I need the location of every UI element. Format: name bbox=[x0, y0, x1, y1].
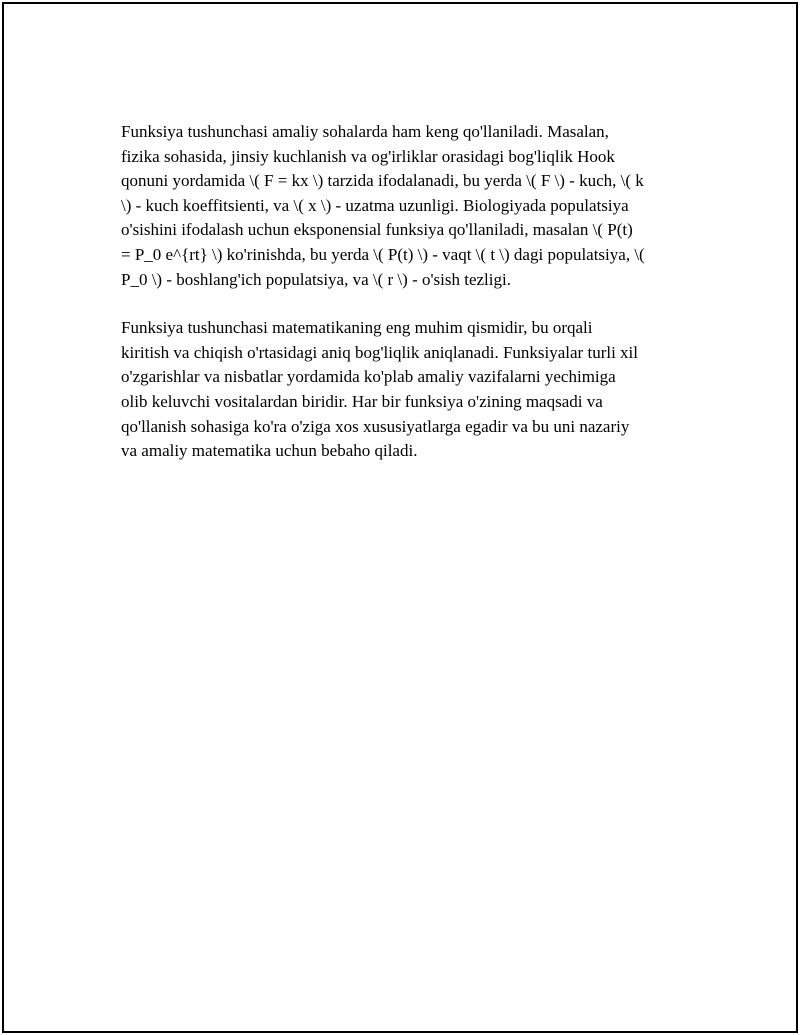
paragraph-definition: Funksiya tushunchasi matematikaning eng muhim qismidir, bu orqali kiritish va chiqish o'rtasidagi aniq bog'liqlik aniqlanadi. Funksiyalar turli xil o'zgarishlar va nisbatlar yordamida ko'plab amaliy vazifalarni yechimiga olib keluvchi vositalardan biridir. Har bir funksiya o'zining maqsadi va qo'llanish sohasiga ko'ra o'ziga xos xususiyatlarga egadir va bu uni nazariy va amaliy matematika uchun bebaho qiladi. bbox=[121, 318, 638, 461]
page-frame bbox=[2, 2, 798, 1033]
paragraph-applications: Funksiya tushunchasi amaliy sohalarda ham keng qo'llaniladi. Masalan, fizika sohasida, jinsiy kuchlanish va og'irliklar orasidagi bog'liqlik Hook qonuni yordamida \( F = kx \) tarzida ifodalanadi, bu yerda \( F \) - kuch, \( k \) - kuch koeffitsienti, va \( x \) - uzatma uzunligi. Biologiyada populatsiya o'sishini ifodalash uchun eksponensial funksiya qo'llaniladi, masalan \( P(t) = P_0 e^{rt} \) ko'rinishda, bu yerda \( P(t) \) - vaqt \( t \) dagi populatsiya, \( P_0 \) - boshlang'ich populatsiya, va \( r \) - o'sish tezligi. bbox=[121, 122, 645, 289]
document-body bbox=[121, 120, 691, 464]
